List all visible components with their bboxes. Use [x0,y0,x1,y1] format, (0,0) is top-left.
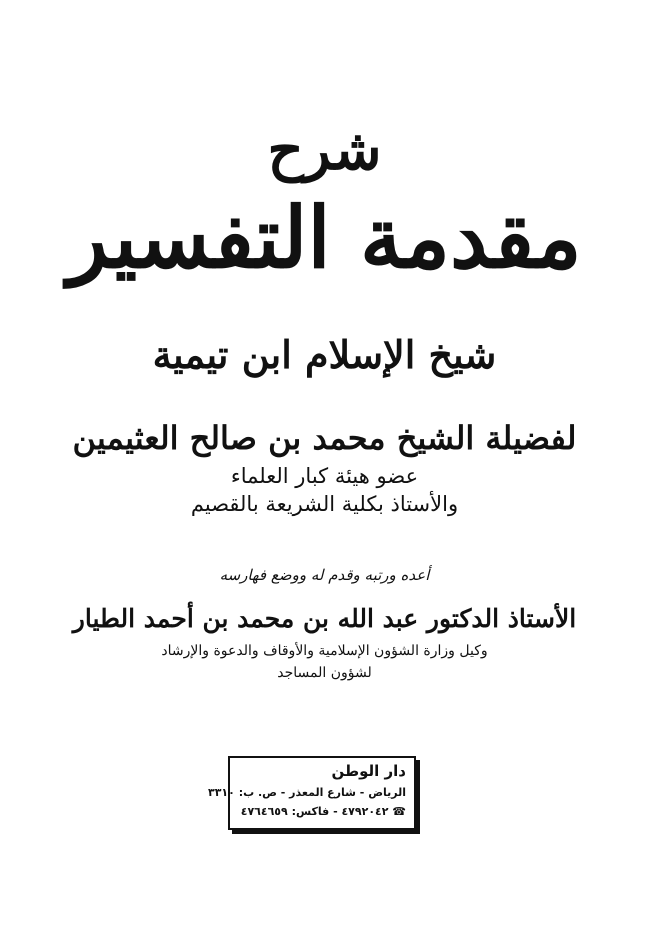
commentator-role-2: والأستاذ بكلية الشريعة بالقصيم [190,492,459,516]
publisher-box [208,756,416,830]
publisher-address: الرياض - شارع المعذر - ص. ب: ٣٣١٠ [208,786,406,799]
publisher-name: دار الوطن [331,762,406,780]
editor-name: الأستاذ الدكتور عبد الله بن محمد بن أحمد الطيار [72,604,577,633]
commentator-name: لفضيلة الشيخ محمد بن صالح العثيمين [72,419,577,457]
original-author: شيخ الإسلام ابن تيمية [152,332,497,377]
commentator-role-1: عضو هيئة كبار العلماء [230,464,419,488]
book-title: مقدمة التفسير [67,188,582,287]
editor-role-1: وكيل وزارة الشؤون الإسلامية والأوقاف والدعوة والإرشاد [161,643,488,659]
editor-role-2: لشؤون المساجد [277,665,372,681]
editor-credit-label: أعده ورتبه وقدم له ووضع فهارسه [219,566,430,584]
title-prefix: شرح [267,117,382,183]
publisher-contact: ☎ ٤٧٩٢٠٤٢ - فاكس: ٤٧٦٤٦٥٩ [240,805,406,818]
